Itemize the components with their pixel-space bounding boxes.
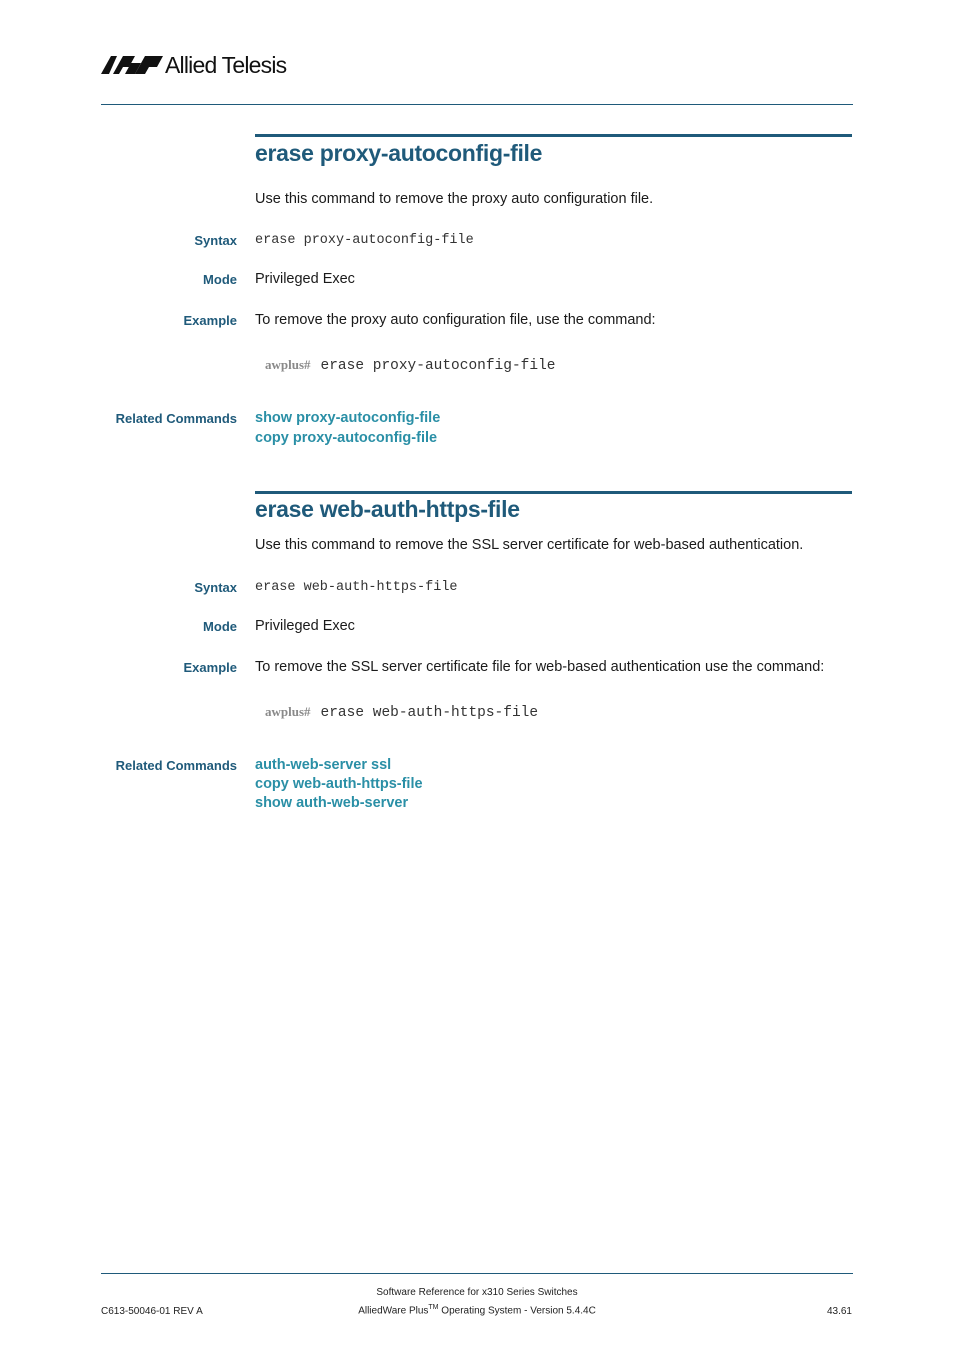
company-logo (101, 52, 286, 78)
mode-text: Privileged Exec (255, 618, 355, 634)
page-number: 43.61 (826, 1306, 852, 1317)
related-command-link[interactable]: show auth-web-server (255, 795, 409, 811)
footer-title: Software Reference for x310 Series Switches (376, 1287, 578, 1298)
related-command-link[interactable]: copy web-auth-https-file (255, 776, 423, 792)
allied-telesis-logo-mark (101, 55, 163, 75)
syntax-text: erase web-auth-https-file (255, 580, 458, 595)
trademark-mark: TM (428, 1304, 439, 1311)
example-text: To remove the SSL server certificate file for web-based authentication use the command: (255, 659, 825, 675)
mode-label: Mode (203, 619, 237, 634)
syntax-label: Syntax (194, 233, 237, 248)
example-command: erase proxy-autoconfig-file (320, 358, 556, 374)
example-label: Example (183, 660, 237, 675)
footer-version (0, 1304, 954, 1316)
header-rule (101, 104, 853, 105)
document-id: C613-50046-01 REV A (101, 1306, 203, 1317)
related-command-link[interactable]: auth-web-server ssl (255, 757, 392, 773)
related-command-link[interactable]: copy proxy-autoconfig-file (255, 430, 438, 446)
example-text: To remove the proxy auto configuration file, use the command: (255, 312, 656, 328)
cli-prompt: awplus# (265, 704, 311, 719)
related-command-link[interactable]: show proxy-autoconfig-file (255, 410, 441, 426)
logo-text: Allied Telesis (165, 52, 287, 78)
related-commands-label: Related Commands (115, 411, 237, 426)
command-title: erase web-auth-https-file (255, 496, 520, 522)
command-description: Use this command to remove the SSL server certificate for web-based authentication. (255, 537, 804, 553)
mode-label: Mode (203, 272, 237, 287)
section-divider (255, 134, 852, 137)
example-command: erase web-auth-https-file (320, 705, 539, 721)
example-command-line (265, 357, 555, 374)
cli-prompt: awplus# (265, 357, 311, 372)
example-label: Example (183, 313, 237, 328)
version-text: Operating System - Version 5.4.4C (438, 1305, 596, 1317)
syntax-label: Syntax (194, 580, 237, 595)
mode-text: Privileged Exec (255, 271, 355, 287)
example-command-line (265, 704, 538, 721)
related-commands-label: Related Commands (115, 758, 237, 773)
command-title: erase proxy-autoconfig-file (255, 140, 543, 166)
syntax-text: erase proxy-autoconfig-file (255, 233, 474, 248)
command-description: Use this command to remove the proxy auto configuration file. (255, 191, 654, 207)
footer-rule (101, 1273, 853, 1274)
product-name: AlliedWare Plus (358, 1305, 429, 1317)
section-divider (255, 491, 852, 494)
